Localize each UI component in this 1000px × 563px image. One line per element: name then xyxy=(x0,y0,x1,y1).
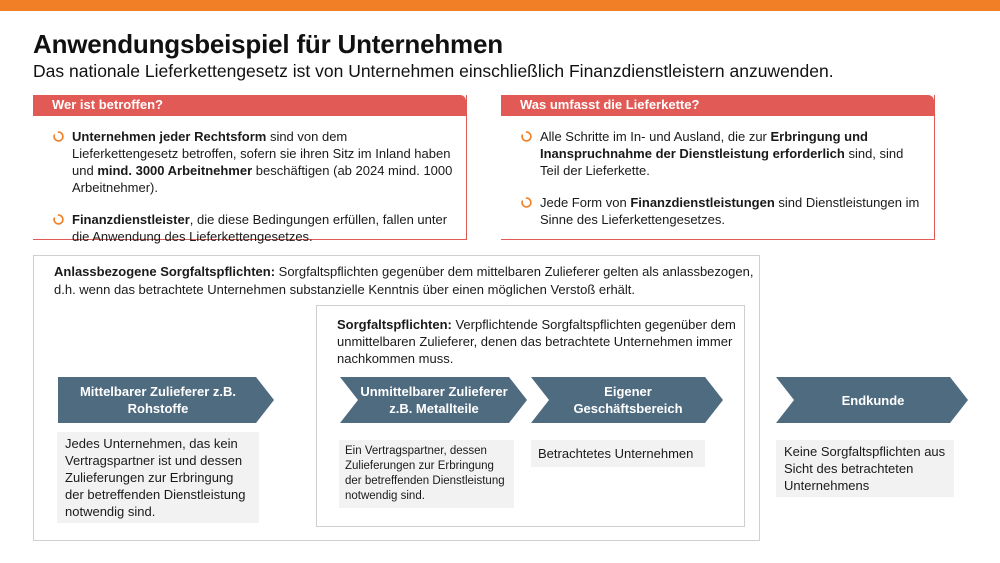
top-accent-bar xyxy=(0,0,1000,11)
indirect-supplier-description: Jedes Unternehmen, das kein Vertragspartner ist und dessen Zulieferungen zur Erbringung der betreffenden Dienstleistung notwendig sind. xyxy=(57,432,259,523)
chevron-label: Mittelbarer Zulieferer z.B. Rohstoffe xyxy=(79,384,237,416)
affected-panel-heading: Wer ist betroffen? xyxy=(33,95,466,116)
chevron-label: Endkunde xyxy=(841,392,905,408)
circle-arc-icon xyxy=(521,131,532,142)
page-subtitle: Das nationale Lieferkettengesetz ist von Unternehmen einschließlich Finanzdienstleistern anzuwenden. xyxy=(33,61,834,81)
affected-panel xyxy=(33,95,467,244)
circle-arc-icon xyxy=(53,214,64,225)
chevron-label: Unmittelbarer Zulieferer z.B. Metallteile xyxy=(360,384,508,416)
circle-arc-icon xyxy=(53,131,64,142)
mandatory-duties-text: Sorgfaltspflichten: Verpflichtende Sorgfaltspflichten gegenüber dem unmittelbaren Zulieferer, denen das betrachtete Unternehmen immer nachkommen muss. xyxy=(337,317,736,366)
affected-bullet-companies: Unternehmen jeder Rechtsform sind von dem Lieferkettengesetz betroffen, sofern sie ihren Sitz im Inland haben und mind. 3000 Arbeitnehmer beschäftigen (ab 2024 mind. 1000 Arbeitnehmer). xyxy=(53,128,456,196)
affected-bullet-financial: Finanzdienstleister, die diese Bedingungen erfüllen, fallen unter die Anwendung des Lieferkettengesetzes. xyxy=(53,211,456,245)
page-title: Anwendungsbeispiel für Unternehmen xyxy=(33,29,503,59)
direct-supplier-description: Ein Vertragspartner, dessen Zulieferungen zur Erbringung der betreffenden Dienstleistung notwendig sind. xyxy=(339,440,514,508)
end-customer-description: Keine Sorgfaltspflichten aus Sicht des betrachteten Unternehmens xyxy=(776,440,954,497)
supply-chain-panel xyxy=(501,95,935,240)
supply-chain-bullet-steps: Alle Schritte im In- und Ausland, die zur Erbringung und Inanspruchnahme der Dienstleistung erforderlich sind, sind Teil der Lieferkette. xyxy=(521,128,924,179)
supply-chain-panel-heading: Was umfasst die Lieferkette? xyxy=(501,95,934,116)
circle-arc-icon xyxy=(521,197,532,208)
supply-chain-bullet-services: Jede Form von Finanzdienstleistungen sind Dienstleistungen im Sinne des Lieferkettengesetzes. xyxy=(521,194,924,228)
event-based-duties-text: Anlassbezogene Sorgfaltspflichten: Sorgfaltspflichten gegenüber dem mittelbaren Zulieferer gelten als anlassbezogen, d.h. wenn das betrachtete Unternehmen substanzielle Kenntnis über einen möglichen Verstoß erhält. xyxy=(54,264,754,297)
own-business-description: Betrachtetes Unternehmen xyxy=(531,440,705,467)
chevron-label: Eigener Geschäftsbereich xyxy=(573,384,683,416)
